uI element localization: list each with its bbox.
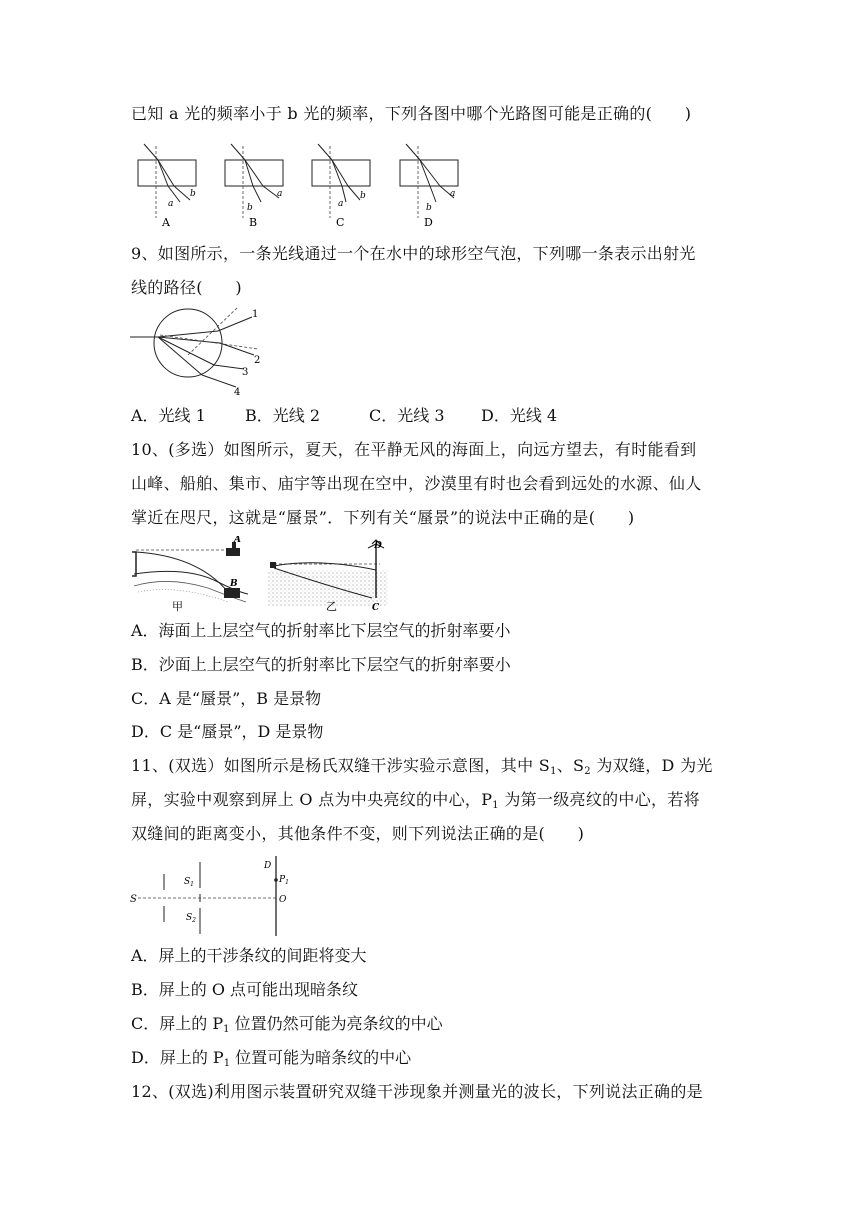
q10-label-a: A <box>234 536 241 545</box>
q11-option-d: D．屏上的 $P_1$ 位置可能为暗条纹的中心 <box>131 1048 412 1069</box>
q10-option-a: A．海面上上层空气的折射率比下层空气的折射率要小 <box>131 621 511 640</box>
q11-stem-line1: 11、(双选）如图所示是杨氏双缝干涉实验示意图，其中 $S_1$、$S_2$ 为双缝，D 为光 <box>131 756 713 777</box>
q8-figure-d <box>400 144 458 229</box>
q9-choice-a: A．光线 1 <box>131 406 206 425</box>
q9-choice-b: B．光线 2 <box>245 406 321 425</box>
q9-stem-line1: 9、如图所示，一条光线通过一个在水中的球形空气泡，下列哪一条表示出射光 <box>131 244 696 263</box>
q8-c-ray-b: b <box>360 191 366 201</box>
q10-label-d: D <box>374 541 382 551</box>
q11-option-c: C．屏上的 $P_1$ 位置仍然可能为亮条纹的中心 <box>131 1014 443 1035</box>
q12-stem-line1: 12、(双选)利用图示装置研究双缝干涉现象并测量光的波长，下列说法正确的是 <box>131 1082 703 1101</box>
q8-stem: 已知 a 光的频率小于 b 光的频率，下列各图中哪个光路图可能是正确的( ) <box>131 104 692 123</box>
q11-label-s1: $S_1$ <box>184 877 194 888</box>
q9-choice-d: D．光线 4 <box>481 406 558 425</box>
q8-label-b: B <box>249 216 258 229</box>
q11-label-d: D <box>264 861 272 871</box>
q11-label-p1: $P_1$ <box>279 875 289 886</box>
q11-figure <box>128 852 308 938</box>
q10-stem-line3: 掌近在咫尺，这就是“蜃景”．下列有关“蜃景”的说法中正确的是( ) <box>131 508 635 527</box>
q9-choices <box>131 406 557 426</box>
q8-label-a: A <box>162 216 170 229</box>
q11-label-s2: $S_2$ <box>186 913 196 924</box>
q10-option-d: D．C 是“蜃景”，D 是景物 <box>131 722 324 741</box>
q8-c-ray-a: a <box>338 199 344 209</box>
q10-label-c: C <box>372 603 380 612</box>
q8-b-ray-a: a <box>277 189 283 199</box>
q10-option-c: C．A 是“蜃景”，B 是景物 <box>131 689 322 708</box>
q11-stem-line3: 双缝间的距离变小，其他条件不变，则下列说法正确的是( ) <box>131 824 585 843</box>
q10-stem-line1: 10、(多选）如图所示，夏天，在平静无风的海面上，向远方望去，有时能看到 <box>131 440 697 459</box>
q9-ray-3: 3 <box>242 367 249 378</box>
q8-b-ray-b: b <box>247 203 253 213</box>
q8-d-ray-b: b <box>426 203 432 213</box>
q10-label-jia: 甲 <box>172 600 183 612</box>
q10-label-b: B <box>230 579 238 589</box>
q10-figure-yi <box>268 540 388 612</box>
q9-choice-c: C．光线 3 <box>369 406 445 425</box>
q11-label-s: S <box>130 894 137 905</box>
q9-ray-1: 1 <box>252 309 259 320</box>
q9-figure <box>128 305 273 397</box>
q11-option-a: A．屏上的干涉条纹的间距将变大 <box>131 946 367 965</box>
q10-figure-jia <box>132 536 248 612</box>
q11-option-b: B．屏上的 O 点可能出现暗条纹 <box>131 980 359 999</box>
q8-a-ray-b: b <box>190 189 196 199</box>
q8-a-ray-a: a <box>168 199 174 209</box>
q8-d-ray-a: a <box>450 189 456 199</box>
q10-figure <box>128 536 398 612</box>
q8-figure-a <box>138 144 196 229</box>
q11-stem-line2: 屏，实验中观察到屏上 O 点为中央亮纹的中心，$P_1$ 为第一级亮纹的中心，若将 <box>131 790 700 811</box>
q8-figures <box>128 138 478 230</box>
q9-ray-2: 2 <box>254 355 261 366</box>
q10-label-yi: 乙 <box>326 600 337 612</box>
q8-label-c: C <box>336 216 345 229</box>
q8-figure-c <box>312 144 370 229</box>
q9-stem-line2: 线的路径( ) <box>131 278 242 297</box>
q9-ray-4: 4 <box>234 387 241 397</box>
q11-label-o: O <box>279 895 287 905</box>
q8-figure-b <box>225 144 283 229</box>
q10-stem-line2: 山峰、船舶、集市、庙宇等出现在空中，沙漠里有时也会看到远处的水源、仙人 <box>131 474 702 493</box>
q8-label-d: D <box>424 216 433 229</box>
q10-option-b: B．沙面上上层空气的折射率比下层空气的折射率要小 <box>131 655 511 674</box>
